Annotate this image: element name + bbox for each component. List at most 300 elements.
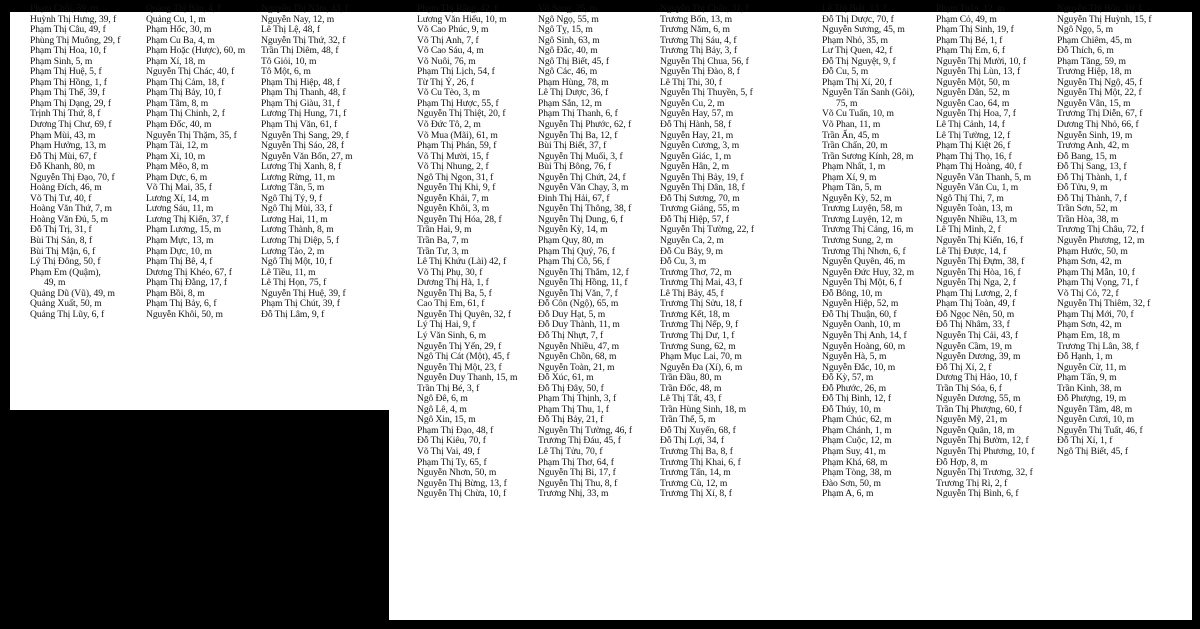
victim-entry: Phạm Sắn, 12, m [538, 97, 602, 109]
victim-entry: Lê Thị Bảy, 45, f [660, 287, 724, 299]
victim-entry: Đỗ Thị Xí, 2, f [936, 361, 992, 373]
victim-entry: Nguyễn Cừ, 11, m [1057, 361, 1127, 373]
victim-entry: Phạm Tân, 5, m [822, 182, 882, 194]
victim-entry: Phạm Hước, 50, m [1057, 245, 1128, 257]
victim-entry: Nguyễn Giác, 1, m [660, 150, 732, 162]
victim-entry: Phạm Thị Cõ, 56, f [538, 256, 610, 268]
victim-entry: Lê Tiều, 11, m [261, 266, 316, 278]
victim-entry: Phạm Thị Hược, 55, f [417, 97, 499, 109]
victim-entry: Trần Hòa, 38, m [1057, 213, 1119, 225]
victim-entry: Lư Thị Quen, 42, f [822, 45, 893, 57]
victim-entry: Võ Đức Tô, 2, m [417, 119, 481, 131]
victim-entry: Nguyễn Sinh, 19, m [1057, 129, 1133, 141]
victim-entry: Dương Thị Nhỏ, 66, f [1057, 119, 1139, 131]
victim-entry: Nguyễn Khôi, 50, m [146, 308, 223, 320]
victim-entry: Nguyễn Thị Thông, 38, f [538, 203, 632, 215]
victim-entry: Phạm Cuộc, 12, m [822, 435, 892, 447]
victim-entry: Trương Thị Diễn, 67, f [1057, 108, 1143, 120]
victim-entry: Trương Thị Dư, 1, f [660, 329, 735, 341]
victim-entry: Võ Mua (Mãi), 61, m [417, 129, 498, 141]
victim-entry: Nguyễn Thị Lùn, 13, f [936, 66, 1021, 78]
victim-entry: Ngô Đắc, 40, m [538, 45, 598, 57]
victim-entry: Phạm Thị Hoa, 10, f [30, 45, 107, 57]
victim-entry: Nguyễn Thị Chứt, 24, f [538, 171, 626, 183]
victim-entry: Nguyễn Oanh, 10, m [822, 319, 901, 331]
victim-entry: Bùi Thị Bông, 76, f [538, 161, 612, 173]
victim-entry: Trương Năm, 6, m [660, 24, 730, 36]
victim-entry: Đỗ Thị Bình, 12, f [822, 393, 891, 405]
victim-entry: Trương Sung, 2, m [822, 235, 893, 247]
victim-entry: Nguyễn Chồn, 68, m [538, 351, 617, 363]
victim-entry: Phạm Xi, 10, m [146, 150, 206, 162]
victim-entry: Nguyễn Thị Đạo, 70, f [30, 171, 115, 183]
victim-entry: Nguyễn Thị Bừng, 13, f [417, 477, 507, 489]
victim-entry: Phạm Thị Thanh, 6, f [538, 108, 618, 120]
victim-entry: Phạm Thị Đạo, 48, f [417, 424, 494, 436]
victim-entry: Trần Tư, 3, m [417, 245, 469, 257]
victim-entry: Đỗ Tửu, 9, m [1057, 182, 1108, 194]
victim-entry: Phạm Thị Hoàng, 40, f [936, 161, 1022, 173]
name-list-column-2 [146, 4, 245, 320]
victim-entry: Phạm Thị Thu, 1, f [538, 403, 609, 415]
victim-entry: Phạm Thị Phán, 59, f [417, 140, 497, 152]
victim-entry: Quảng Thị Bàn, 4, f [146, 3, 221, 14]
name-list-column-5 [538, 4, 632, 500]
victim-entry: Phạm Thị Dạng, 29, f [30, 97, 111, 109]
victim-entry: Hoàng Văn Đủ, 5, m [30, 213, 108, 225]
victim-entry: Đỗ Phước, 26, m [822, 382, 886, 394]
victim-entry: Nguyễn Thị Chua, 56, f [660, 55, 749, 67]
victim-entry: Đỗ Khanh, 80, m [30, 161, 95, 173]
victim-entry: Trương Thị Mai, 43, f [660, 277, 743, 289]
victim-entry: Phạm Thị Rằng, 42, f [417, 3, 498, 14]
victim-entry: Phạm Xí, 9, m [822, 171, 877, 183]
victim-entry: Lương Thị Kiến, 37, f [146, 213, 229, 225]
victim-entry: Ngô Thị Mùi, 33, f [261, 203, 333, 215]
victim-entry: Đỗ Thị Sang, 13, f [1057, 161, 1127, 173]
victim-entry: Lương Hai, 11, m [261, 213, 328, 225]
victim-entry: Trương Bốn, 13, m [660, 13, 732, 25]
victim-entry: Phạm Thị Đằng, 17, f [146, 277, 227, 289]
victim-entry: Phạm Thị Thế, 39, f [30, 87, 106, 99]
victim-entry: Phạm Chánh, 1, m [822, 424, 892, 436]
victim-entry: Nguyễn Thị Dân, 18, f [660, 182, 745, 194]
name-list-column-8 [936, 4, 1034, 500]
victim-entry: Phạm Suy, 41, m [822, 445, 886, 457]
victim-entry: Nguyễn Thị Một, 6, f [822, 277, 902, 289]
victim-entry: Nguyễn Hà, 5, m [822, 351, 887, 363]
victim-entry: 75, m [836, 97, 858, 109]
victim-entry: Phạm Thị Câu, 49, f [30, 24, 106, 36]
victim-entry: Đỗ Xúc, 61, m [538, 372, 594, 384]
victim-entry: Võ Thị Tư, 40, f [30, 192, 92, 204]
victim-entry: Trần Chấn, 20, m [822, 140, 888, 152]
victim-entry: Bùi Thị Biết, 37, f [538, 140, 607, 152]
victim-entry: Đỗ Thị Hiệp, 57, f [660, 213, 729, 225]
victim-entry: Ngô Thị Biết, 45, f [1057, 445, 1128, 457]
victim-entry: Phạm Thị Bảy, 10, f [146, 87, 222, 99]
victim-entry: Đỗ Thị Nhựt, 7, f [538, 329, 604, 341]
victim-entry: Nguyễn Kỳ, 14, m [538, 224, 608, 236]
victim-entry: Nguyễn Thị Tường, 22, f [660, 224, 754, 236]
victim-entry: Nguyễn Thị Phước, 62, f [538, 119, 632, 131]
victim-entry: Trương Thị Sửu, 18, f [660, 298, 743, 310]
victim-entry: Phạm Thị Xí, 20, f [822, 76, 892, 88]
victim-entry: Nguyễn Thị Bốn, 10, f [1057, 3, 1142, 14]
victim-entry: Quảng Cu, 1, m [146, 13, 206, 25]
victim-entry: Phạm Chiêm, 45, m [1057, 34, 1132, 46]
victim-entry: Nguyễn Nhiều, 13, m [936, 213, 1017, 225]
victim-entry: Phạm Tăng, 59, m [1057, 55, 1126, 67]
victim-entry: Nguyễn Đức Huy, 32, m [822, 266, 915, 278]
victim-entry: Quảng Xuất, 50, m [30, 298, 102, 310]
victim-entry: Nguyễn Thị Sáo, 28, f [261, 140, 344, 152]
victim-entry: Cao Thị Em, 61, f [417, 298, 485, 310]
victim-entry: Phạm Cỏ, 49, m [936, 13, 997, 25]
victim-entry: Đỗ Bông, 10, m [822, 287, 883, 299]
victim-entry: Ngô Ngọ, 5, m [1057, 24, 1113, 36]
victim-entry: Nguyễn Thị Yến, 29, f [417, 340, 502, 352]
victim-entry: Trương Thị Ba, 8, f [660, 445, 733, 457]
victim-entry: Nguyễn Toàn, 21, m [538, 361, 615, 373]
victim-entry: Đào Sơn, 50, m [822, 477, 881, 489]
victim-entry: Ngô Thị Thi, 7, m [936, 192, 1004, 204]
victim-entry: Nguyễn Thị Huệ, 39, f [261, 287, 346, 299]
victim-entry: Lương Văn Hiếu, 10, m [417, 13, 507, 25]
victim-entry: Huỳnh Thị Hưng, 39, f [30, 13, 117, 25]
victim-entry: Ngô Thị Cát (Một), 45, f [417, 351, 510, 363]
victim-entry: Võ Cu Tuấn, 10, m [822, 108, 894, 120]
victim-entry: Phạm Thị Chinh, 2, f [146, 108, 225, 120]
victim-entry: Nguyễn Tâm, 48, m [1057, 403, 1133, 415]
victim-entry: Nguyễn Thị Hồng, 11, f [538, 277, 628, 289]
victim-entry: Nguyễn Cầm, 19, m [936, 340, 1012, 352]
victim-entry: Võ Cao Sáu, 4, m [417, 45, 484, 57]
victim-entry: Trương Thị Sáu, 4, f [660, 34, 737, 46]
victim-entry: Trương Thị Rì, 2, f [936, 477, 1008, 489]
name-list-column-7 [822, 4, 914, 500]
victim-entry: Lương Tân, 5, m [261, 182, 325, 194]
victim-entry: Nguyễn Dương, 39, m [936, 351, 1021, 363]
victim-entry: Đỗ Thị Lâm, 9, f [261, 308, 325, 320]
victim-entry: Lê Thị Minh, 2, f [936, 224, 1001, 236]
victim-entry: Lê Thị Cảnh, 14, f [936, 119, 1005, 131]
victim-entry: Trương Anh, 42, m [1057, 140, 1129, 152]
victim-entry: Nguyễn Kỳ, 52, m [822, 192, 892, 204]
victim-entry: Nguyễn Thị Nga, 2, f [936, 277, 1016, 289]
victim-entry: Nguyễn Khôi, 3, m [417, 203, 490, 215]
victim-entry: Phạm Thị Bảy, 6, f [146, 298, 217, 310]
victim-entry: Lê Thị Biết, 13, f [822, 3, 887, 14]
victim-entry: Lương Thành, 8, m [261, 224, 334, 236]
victim-entry: Trần Kình, 38, m [1057, 382, 1122, 394]
victim-entry: Trần Thị Sóa, 6, f [936, 382, 1002, 394]
victim-entry: Lương Thị Diệp, 5, f [261, 235, 339, 247]
victim-entry: Đỗ Phượng, 19, m [1057, 393, 1127, 405]
victim-entry: Trương Luyện, 58, m [822, 203, 903, 215]
victim-entry: Nguyễn Thị Thuyền, 5, f [660, 87, 753, 99]
victim-entry: Trương Luyện, 12, m [822, 213, 903, 225]
victim-entry: Đỗ Duy Hạt, 5, m [538, 308, 606, 320]
victim-entry: Trần Đốc, 48, m [660, 382, 722, 394]
victim-entry: Nguyễn Tấn Sanh (Gôi), [822, 87, 915, 99]
victim-entry: Nguyễn Thị Ba, 5, f [417, 287, 492, 299]
victim-entry: Đỗ Ngọc Nên, 50, m [936, 308, 1015, 320]
victim-entry: Nguyễn Hay, 21, m [660, 129, 734, 141]
victim-entry: Lý Thị Đông, 50, f [30, 256, 101, 268]
victim-entry: Nguyễn Khải, 7, m [417, 192, 489, 204]
name-list-column-1 [30, 4, 120, 320]
victim-entry: Trương Kết, 18, m [660, 308, 730, 320]
victim-entry: Lê Thị Lệ, 48, f [261, 24, 320, 36]
victim-entry: Ngô Ngọ, 55, m [538, 13, 599, 25]
victim-entry: Đỗ Thị Kiêu, 70, f [417, 435, 486, 447]
victim-entry: Đỗ Thị Nhâm, 33, f [936, 319, 1010, 331]
victim-entry: Võ Thị Vai, 49, f [417, 445, 480, 457]
victim-entry: Đỗ Hợp, 8, m [936, 456, 988, 468]
victim-entry: Nguyễn Thị Dung, 6, f [538, 213, 624, 225]
name-list-column-9 [1057, 4, 1152, 458]
victim-entry: Lê Thị Tửu, 70, f [538, 445, 603, 457]
victim-entry: Phạm Sinh, 5, m [30, 55, 93, 67]
victim-entry: Trương Nhị, 33, m [538, 488, 609, 500]
victim-entry: Trương Hiệp, 18, m [1057, 66, 1132, 78]
victim-entry: Nguyễn Thị Bi, 17, f [538, 467, 616, 479]
victim-entry: Đỗ Kỳ, 57, m [822, 372, 874, 384]
victim-entry: Đỗ Côn (Ngộ), 65, m [538, 298, 619, 310]
victim-entry: Phạm Sơn, 42, m [1057, 319, 1122, 331]
victim-entry: Nguyễn Thị Mười, 10, f [936, 55, 1026, 67]
victim-entry: Phạm A, 6, m [822, 488, 874, 500]
victim-entry: Nguyễn Quyên, 46, m [822, 256, 906, 268]
victim-entry: Lương Thị Xanh, 8, f [261, 161, 342, 173]
victim-entry: Phạm Thị Văn, 61, f [261, 119, 338, 131]
victim-entry: Nguyễn Duy Thanh, 15, m [417, 372, 518, 384]
victim-entry: Phạm Quy, 80, m [538, 235, 604, 247]
victim-entry: Trần Thị Phượng, 60, f [936, 403, 1022, 415]
victim-entry: Lương Thị Hung, 71, f [261, 108, 347, 120]
victim-entry: Lương Xí, 14, m [146, 192, 209, 204]
victim-entry: Võ Thị Mai, 35, f [146, 182, 212, 194]
victim-entry: Ngô Các, 46, m [538, 66, 598, 78]
victim-entry: Nguyễn Nhiều, 47, m [538, 340, 619, 352]
victim-entry: Phạm Cu Ba, 4, m [146, 34, 215, 46]
victim-entry: Đỗ Thị Mùi, 67, f [30, 150, 97, 162]
victim-entry: Phạm Thị Kiệt 26, f [936, 140, 1011, 152]
victim-entry: Võ Song, 25, m [538, 3, 598, 14]
victim-entry: Lê Thị Được, 14, f [936, 245, 1007, 257]
victim-entry: Phạm Thị Em, 6, f [936, 45, 1006, 57]
victim-entry: Phạm Thị Thịnh, 3, f [538, 393, 617, 405]
victim-entry: Nguyễn Thị Thiệt, 20, f [417, 108, 506, 120]
victim-entry: Nguyễn Vân, 15, m [1057, 97, 1131, 109]
victim-entry: Nguyễn Cương, 3, m [660, 140, 740, 152]
victim-entry: Nguyễn Hay, 57, m [660, 108, 734, 120]
victim-entry: Nguyễn Hiệp, 52, m [822, 298, 899, 310]
name-list-column-4 [417, 4, 517, 500]
victim-entry: Nguyễn Thị Bình, 6, f [936, 488, 1019, 500]
victim-entry: Nguyễn Văn Bốn, 27, m [261, 150, 353, 162]
victim-entry: Nguyễn Cươi, 10, m [1057, 414, 1134, 426]
victim-entry: Phạm Thị Giàu, 31, f [261, 97, 340, 109]
victim-entry: Đỗ Thích, 6, m [1057, 45, 1114, 57]
victim-entry: Phạm Mẽo, 8, m [146, 161, 209, 173]
victim-entry: Quảng Dũ (Vũ), 49, m [30, 287, 115, 299]
victim-entry: Lý Văn Sinh, 6, m [417, 329, 487, 341]
victim-entry: Nguyễn Văn Cu, 1, m [936, 182, 1019, 194]
victim-entry: Đỗ Thị Lợi, 34, f [660, 435, 724, 447]
victim-entry: Đỗ Thị Nguyệt, 9, f [822, 55, 896, 67]
victim-entry: Nguyễn Thị Tuất, 46, f [1057, 424, 1143, 436]
victim-entry: Ngô Lê, 4, m [417, 403, 467, 415]
victim-entry: Phạm Tòng, 38, m [822, 467, 892, 479]
victim-entry: Dương Thị Khéo, 67, f [146, 266, 232, 278]
victim-entry: Phạm Thị Thọ, 16, f [936, 150, 1012, 162]
victim-entry: 49, m [44, 277, 66, 289]
victim-entry: Nguyễn Hoàng, 60, m [822, 340, 906, 352]
victim-entry: Ngô Xin, 15, m [417, 414, 476, 426]
victim-entry: Nguyễn Thị Anh, 14, f [822, 329, 907, 341]
victim-entry: Phạm Thị Lịch, 54, f [417, 66, 495, 78]
victim-entry: Nguyễn Thị Quyên, 32, f [417, 308, 511, 320]
victim-entry: Phạm Thị Bé, 1, f [936, 34, 1003, 46]
victim-entry: Ngô Thị Tý, 9, f [261, 192, 322, 204]
victim-entry: Trần Thị Bé, 3, f [417, 382, 480, 394]
victim-entry: Phạm Lương, 15, m [146, 224, 221, 236]
victim-entry: Phùng Thị Muông, 29, f [30, 34, 121, 46]
victim-entry: Nguyễn Quân, 18, m [936, 424, 1015, 436]
victim-entry: Nguyễn Một, 50, m [936, 76, 1010, 88]
victim-entry: Phạm Mực, 13, m [146, 235, 214, 247]
victim-entry: Nguyễn Phương, 12, m [1057, 235, 1145, 247]
victim-entry: Đỗ Thị Đây, 50, f [538, 382, 604, 394]
victim-entry: Lê Thị Tường, 12, f [936, 129, 1011, 141]
victim-entry: Trần Đầu, 80, m [660, 372, 722, 384]
victim-entry: Nguyễn Dương, 55, m [936, 393, 1021, 405]
victim-entry: Phạm Thị Chút, 39, f [261, 298, 340, 310]
victim-entry: Đỗ Bang, 15, m [1057, 150, 1117, 162]
victim-entry: Phạm Dực, 6, m [146, 171, 208, 183]
victim-entry: Nguyễn Đa (Xí), 6, m [660, 361, 743, 373]
victim-entry: Nguyễn Dân, 52, m [936, 87, 1010, 99]
victim-entry: Đỗ Thị Dược, 70, f [822, 13, 894, 25]
victim-entry: Phạm Khá, 68, m [822, 456, 888, 468]
victim-entry: Nguyễn Cao, 64, m [936, 97, 1010, 109]
victim-entry: Phạm Thị Lương, 2, f [936, 287, 1018, 299]
victim-entry: Nguyễn Thị Đào, 8, f [660, 66, 740, 78]
victim-entry: Võ Cu Tèo, 3, m [417, 87, 480, 99]
victim-entry: Phạm Thị Bê, 4, f [146, 256, 213, 268]
victim-entry: Ngô Sinh, 63, m [538, 34, 600, 46]
victim-entry: Hoàng Văn Thứ, 7, m [30, 203, 112, 215]
victim-entry: Trương Thị Lân, 38, f [1057, 340, 1139, 352]
victim-entry: Phạm Thị Hiệp, 48, f [261, 76, 340, 88]
victim-entry: Phạm Tuân, 12, m [936, 3, 1005, 14]
name-list-column-6 [660, 4, 754, 500]
victim-entry: Nguyễn Hân, 2, m [660, 161, 730, 173]
victim-entry: Ngô Thị Ngon, 31, f [417, 171, 494, 183]
victim-entry: Đỗ Thị Hành, 58, f [660, 119, 732, 131]
victim-entry: Nguyễn Thị Thứ, 32, f [261, 34, 346, 46]
victim-entry: Trần Sương Kính, 28, m [822, 150, 914, 162]
victim-entry: Lương Rừng, 11, m [261, 171, 335, 183]
victim-entry: Trương Thị Nếp, 9, f [660, 319, 739, 331]
victim-entry: Nguyễn Thị Bườm, 12, f [936, 435, 1029, 447]
victim-entry: Trần Sơn, 52, m [1057, 203, 1118, 215]
victim-entry: Đỗ Hạnh, 1, m [1057, 351, 1113, 363]
victim-entry: Bùi Thị Mận, 6, f [30, 245, 96, 257]
victim-entry: Nguyễn Thị Thắm, 12, f [538, 266, 629, 278]
victim-entry: Nguyễn Thị Sang, 29, f [261, 129, 349, 141]
victim-entry: Lương Tảo, 2, m [261, 245, 325, 257]
victim-entry: Lê Thị Tất, 43, f [660, 393, 722, 405]
victim-entry: Nguyễn Thị Thu, 8, f [538, 477, 618, 489]
victim-entry: Nguyễn Thị Chấn, 31, f [660, 3, 749, 14]
victim-entry: Đỗ Thị Thuận, 60, f [822, 308, 897, 320]
victim-entry: Phạm Đốc, 40, m [146, 119, 212, 131]
victim-entry: Đỗ Thị Bảy, 21, f [538, 414, 604, 426]
victim-entry: Đỗ Cu, 3, m [660, 256, 707, 268]
victim-entry: Nguyễn Toàn, 13, m [936, 203, 1013, 215]
victim-entry: Đinh Thị Hải, 67, f [538, 192, 610, 204]
victim-entry: Nguyễn Thị Thặm, 35, f [146, 129, 237, 141]
victim-entry: Lý Thị Hai, 9, f [417, 319, 476, 331]
victim-entry: Trương Thị Châu, 72, f [1057, 224, 1144, 236]
victim-entry: Võ Thị Anh, 7, f [417, 34, 479, 46]
victim-entry: Đỗ Thúy, 10, m [822, 403, 881, 415]
victim-entry: Phạm Hưởng, 13, m [30, 140, 106, 152]
victim-entry: Phạm Thị Huệ, 5, f [30, 66, 102, 78]
victim-entry: Đỗ Thị Xuyến, 68, f [660, 424, 736, 436]
victim-entry: Phạm Dực, 10, m [146, 245, 212, 257]
victim-entry: Nguyễn Sương, 45, m [822, 24, 905, 36]
victim-entry: Ngô Thị Biết, 45, f [538, 55, 609, 67]
name-list-column-3 [261, 4, 353, 320]
victim-entry: Phạm Tấn, 9, m [1057, 372, 1117, 384]
victim-entry: Dương Thị Hà, 1, f [417, 277, 489, 289]
victim-entry: Bùi Thị Sản, 8, f [30, 235, 93, 247]
victim-entry: Trương Thị Bảy, 3, f [660, 45, 737, 57]
victim-entry: Nguyễn Thị Tường, 46, f [538, 424, 632, 436]
victim-entry: Phạm Tài, 12, m [146, 140, 209, 152]
victim-entry: Tô Một, 6, m [261, 66, 311, 78]
victim-entry: Phạm Thị Toàn, 49, f [936, 298, 1016, 310]
victim-entry: Phạm Thị Ty, 65, f [417, 456, 487, 468]
victim-entry: Phạm Thị Mẫn, 10, f [1057, 266, 1135, 278]
victim-entry: Nguyễn Nay, 12, m [261, 13, 335, 25]
victim-entry: Trương Thị Cảng, 16, m [822, 224, 914, 236]
victim-entry: Đỗ Thị Thành, 7, f [1057, 192, 1127, 204]
victim-entry: Phạm Tâm, 8, m [146, 97, 209, 109]
victim-entry: Dương Thị Hảo, 10, f [936, 372, 1018, 384]
victim-entry: Nguyễn Thị Bảy, 19, f [660, 171, 744, 183]
victim-entry: Trần Hai, 9, m [417, 224, 472, 236]
victim-entry: Phạm Thị Hồng, 1, f [30, 76, 107, 88]
victim-entry: Phạm Nhất, 1, m [822, 161, 886, 173]
victim-entry: Trương Thị Xí, 8, f [660, 488, 732, 500]
victim-entry: Trương Thơ, 72, m [660, 266, 732, 278]
victim-entry: Trần Ba, 7, m [417, 235, 469, 247]
victim-entry: Phạm Chồi, 59, m [30, 3, 98, 14]
victim-entry: Ngô Thị Một, 10, f [261, 256, 333, 268]
victim-entry: Phạm Mùi, 43, m [30, 129, 96, 141]
victim-entry: Võ Thị Mười, 15, f [417, 150, 489, 162]
victim-entry: Nguyễn Thị Hoa, 7, f [936, 108, 1016, 120]
victim-entry: Nguyễn Mỹ, 21, m [936, 414, 1008, 426]
victim-entry: Trương Cù, 12, m [660, 477, 728, 489]
victim-entry: Nguyễn Đắc, 10, m [822, 361, 896, 373]
victim-entry: Trương Thị Đáu, 45, f [538, 435, 621, 447]
